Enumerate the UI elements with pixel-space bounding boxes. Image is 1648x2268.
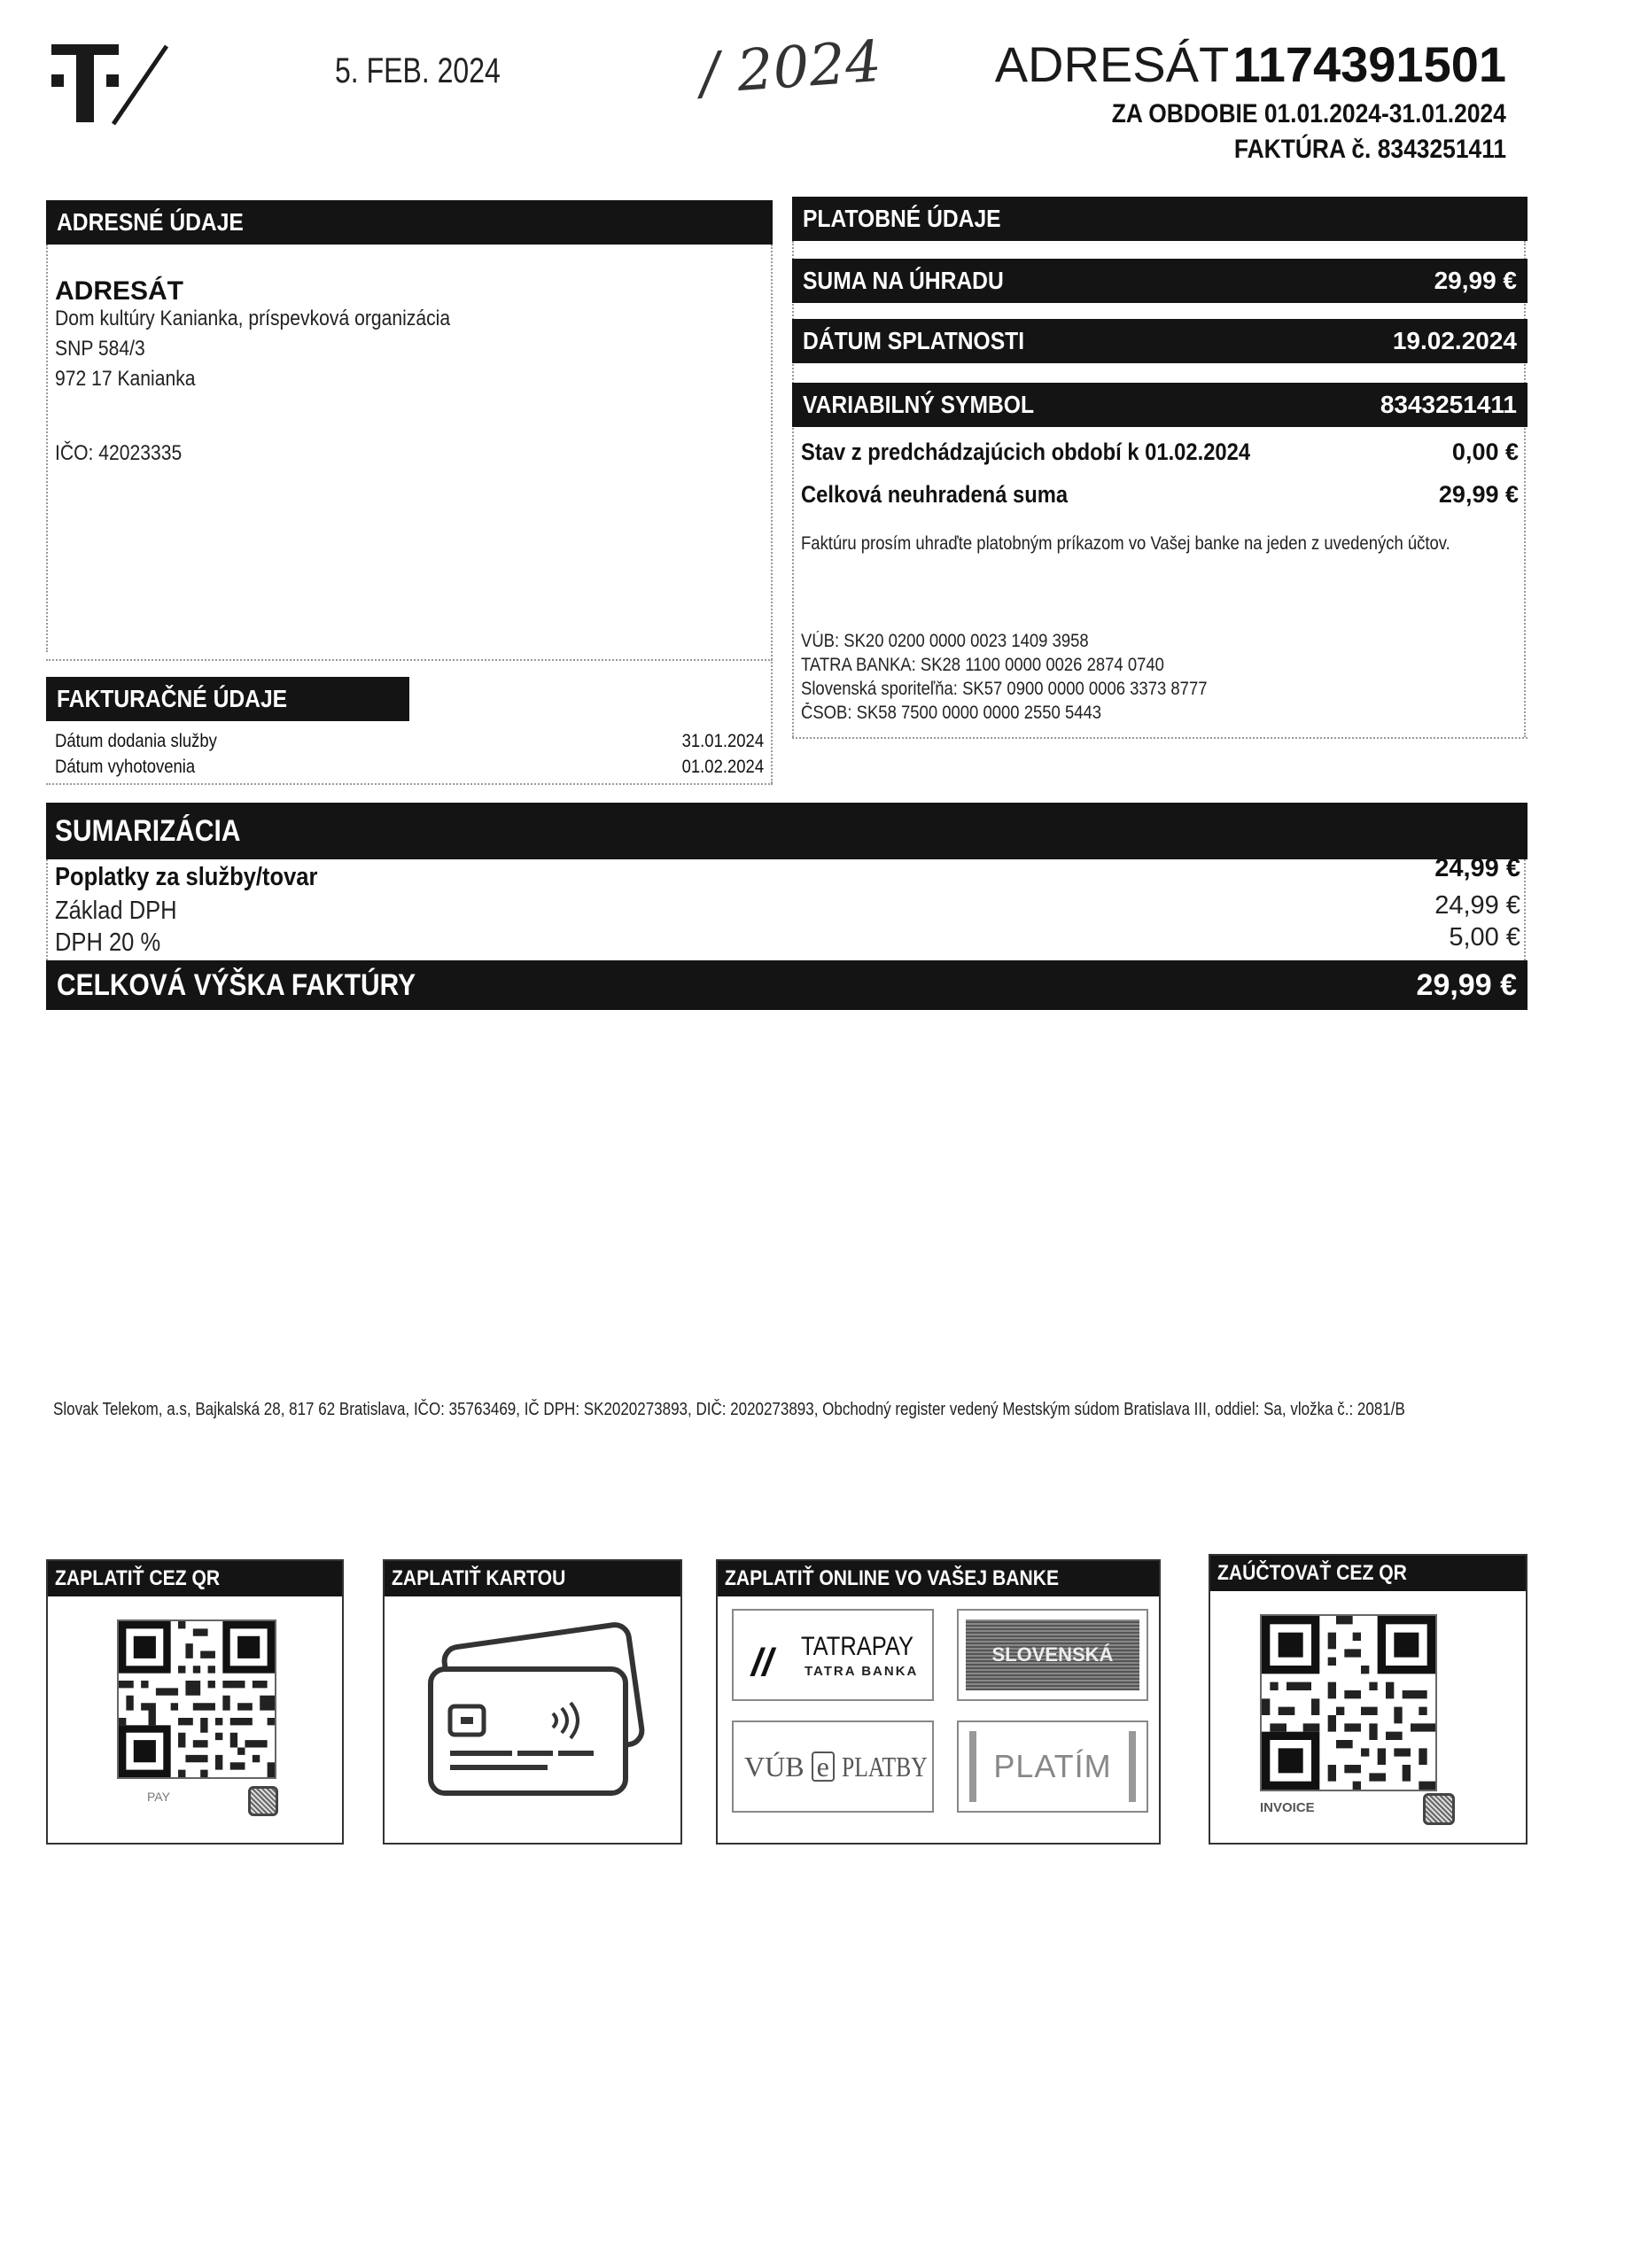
vub-platby: PLATBY (841, 1751, 928, 1783)
previous-balance-row: Stav z predchádzajúcich období k 01.02.2024 0,00 € (801, 439, 1519, 465)
received-date-stamp: 5. FEB. 2024 (335, 51, 501, 90)
summary-fees-row: Poplatky za služby/tovar 24,99 € (55, 854, 1520, 891)
variable-symbol-row: VARIABILNÝ SYMBOL 8343251411 (792, 383, 1528, 427)
tatrapay-button[interactable] (732, 1609, 934, 1701)
billing-row: Dátum dodania služby 31.01.2024 (55, 731, 764, 751)
invoice-qr-caption: INVOICE (1260, 1800, 1315, 1815)
amount-due-row: SUMA NA ÚHRADU 29,99 € (792, 259, 1528, 303)
address-section-header: ADRESNÉ ÚDAJE (46, 200, 773, 245)
pay-qr-box[interactable] (46, 1559, 344, 1845)
pay-qr-title: ZAPLATIŤ CEZ QR (48, 1561, 342, 1596)
qr-code-icon[interactable] (117, 1619, 276, 1779)
slsp-logo (966, 1619, 1139, 1690)
bank-account-csob: ČSOB: SK58 7500 0000 0000 2550 5443 (801, 703, 1102, 723)
due-date-row: DÁTUM SPLATNOSTI 19.02.2024 (792, 319, 1528, 363)
period-value: 01.01.2024-31.01.2024 (1263, 99, 1506, 128)
billing-rows (55, 728, 764, 780)
address-city: 972 17 Kanianka (55, 367, 196, 391)
period-label: ZA OBDOBIE (1111, 99, 1258, 128)
payment-instruction: Faktúru prosím uhraďte platobným príkazom vo Vašej banke na jeden z uvedených účtov. (801, 533, 1450, 554)
tatrapay-slash-icon: // (751, 1641, 773, 1684)
billing-period (1058, 99, 1506, 129)
bank-accounts-list (801, 629, 1263, 725)
pay-bank-title: ZAPLATIŤ ONLINE VO VAŠEJ BANKE (718, 1561, 1159, 1596)
invoice-qr-box[interactable] (1209, 1554, 1528, 1845)
payment-left-border (792, 241, 794, 737)
recipient-label: ADRESÁT (994, 36, 1230, 92)
vub-e-badge: e (812, 1751, 835, 1782)
address-recipient-title: ADRESÁT (55, 276, 184, 306)
billing-row: Dátum vyhotovenia 01.02.2024 (55, 757, 764, 777)
telekom-t-logo-icon (46, 39, 170, 128)
address-street: SNP 584/3 (55, 337, 145, 361)
address-ico: IČO: 42023335 (55, 441, 183, 465)
pay-bank-box[interactable] (716, 1559, 1161, 1845)
unpaid-total-row: Celková neuhradená suma 29,99 € (801, 481, 1519, 508)
billing-bottom-border (46, 783, 773, 785)
summary-vat-row: DPH 20 % 5,00 € (55, 923, 1520, 957)
bank-account-tatra: TATRA BANKA: SK28 1100 0000 0026 2874 0740 (801, 655, 1164, 675)
address-left-border (46, 245, 48, 652)
vub-eplatby-button[interactable] (732, 1720, 934, 1813)
summary-vat-base-row: Základ DPH 24,99 € (55, 891, 1520, 925)
platim-logo (969, 1731, 1136, 1802)
recipient-header (995, 35, 1506, 93)
qr-code-icon[interactable] (1260, 1614, 1437, 1791)
vub-eplatby-logo (744, 1751, 949, 1783)
company-footer: Slovak Telekom, a.s, Bajkalská 28, 817 62 Bratislava, IČO: 35763469, IČ DPH: SK2020273893, DIČ: 2020273893, Obchodný register vedený Mestským súdom Bratislava III, oddiel: Sa, vložka č.: 2081/B (53, 1400, 1405, 1419)
address-name: Dom kultúry Kanianka, príspevková organizácia (55, 307, 451, 330)
slsp-button[interactable] (957, 1609, 1148, 1701)
vub-name: VÚB (744, 1751, 805, 1783)
invoice-qr-title: ZAÚČTOVAŤ CEZ QR (1210, 1556, 1526, 1591)
address-right-border (771, 245, 773, 783)
payment-card-icon (420, 1618, 650, 1817)
payment-section-header: PLATOBNÉ ÚDAJE (792, 197, 1528, 241)
payment-bottom-border (792, 737, 1528, 739)
invoice-number-line (1197, 135, 1506, 165)
bank-account-vub: VÚB: SK20 0200 0000 0023 1409 3958 (801, 631, 1089, 651)
platim-name: PLATÍM (993, 1748, 1112, 1784)
pay-card-title: ZAPLATIŤ KARTOU (385, 1561, 680, 1596)
pay-qr-badge-icon (248, 1786, 278, 1816)
tatrapay-sub: TATRA BANKA (805, 1664, 919, 1679)
invoice-label: FAKTÚRA č. (1233, 135, 1372, 164)
invoice-qr-badge-icon (1423, 1793, 1455, 1825)
pay-card-box[interactable] (383, 1559, 682, 1845)
tatrapay-name: TATRAPAY (801, 1632, 914, 1661)
billing-divider (46, 659, 773, 661)
recipient-number: 1174391501 (1232, 36, 1506, 92)
billing-section-header: FAKTURAČNÉ ÚDAJE (46, 677, 409, 721)
pay-qr-caption: PAY (147, 1790, 170, 1804)
platim-button[interactable] (957, 1720, 1148, 1813)
slsp-name: SLOVENSKÁ (991, 1643, 1114, 1666)
invoice-total-row: CELKOVÁ VÝŠKA FAKTÚRY 29,99 € (46, 960, 1528, 1010)
summary-left-border (46, 859, 48, 960)
summary-section-header: SUMARIZÁCIA (46, 803, 1528, 859)
invoice-number: 8343251411 (1377, 135, 1506, 164)
summary-right-border (1524, 859, 1526, 960)
handwritten-note: / 2024 (697, 28, 884, 108)
bank-account-slsp: Slovenská sporiteľňa: SK57 0900 0000 0006 3373 8777 (801, 679, 1208, 699)
payment-right-border (1524, 241, 1526, 737)
